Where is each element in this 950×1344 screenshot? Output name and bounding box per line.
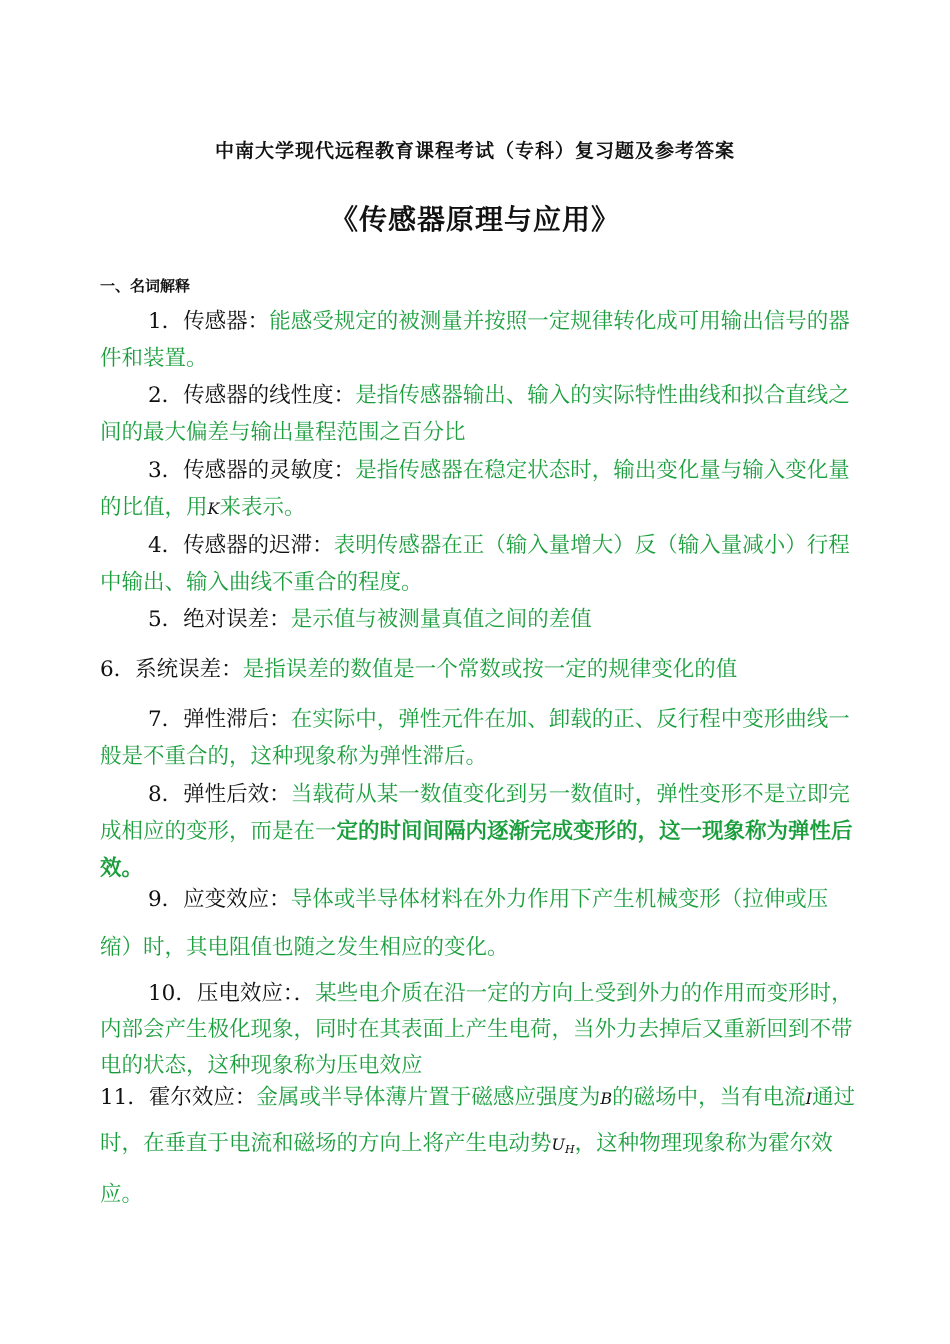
entry-7: 7．弹性滞后：在实际中，弹性元件在加、卸载的正、反行程中变形曲线一般是不重合的，这种现象称为弹性滞后。 <box>100 707 850 769</box>
entry-11: 11．霍尔效应：金属或半导体薄片置于磁感应强度为B的磁场中，当有电流I通过时，在垂直于电流和磁场的方向上将产生电动势$U_H$，这种物理现象称为霍尔效应。 <box>100 1085 855 1207</box>
entry-3: 3．传感器的灵敏度：是指传感器在稳定状态时，输出变化量与输入变化量的比值，用K来表示。 <box>100 458 850 520</box>
section-heading: 一、名词解释 <box>100 277 191 295</box>
entry-1: 1．传感器：能感受规定的被测量并按照一定规律转化成可用输出信号的器件和装置。 <box>100 309 850 371</box>
document-header: 中南大学现代远程教育课程考试（专科）复习题及参考答案 <box>214 140 735 162</box>
entry-5: 5．绝对误差：是示值与被测量真值之间的差值 <box>148 607 592 632</box>
entry-2: 2．传感器的线性度：是指传感器输出、输入的实际特性曲线和拟合直线之间的最大偏差与输出量程范围之百分比 <box>100 383 850 445</box>
entry-4: 4．传感器的迟滞：表明传感器在正（输入量增大）反（输入量减小）行程中输出、输入曲线不重合的程度。 <box>100 533 850 595</box>
entry-9: 9．应变效应：导体或半导体材料在外力作用下产生机械变形（拉伸或压缩）时，其电阻值也随之发生相应的变化。 <box>100 887 829 960</box>
document-title: 《传感器原理与应用》 <box>329 203 620 236</box>
entry-6: 6．系统误差：是指误差的数值是一个常数或按一定的规律变化的值 <box>100 657 738 682</box>
entry-10: 10．压电效应：．某些电介质在沿一定的方向上受到外力的作用而变形时，内部会产生极化现象，同时在其表面上产生电荷，当外力去掉后又重新回到不带电的状态，这种现象称为压电效应 <box>100 981 853 1078</box>
entry-8: 8．弹性后效：当载荷从某一数值变化到另一数值时，弹性变形不是立即完成相应的变形，而是在一定的时间间隔内逐渐完成变形的，这一现象称为弹性后效。 <box>100 782 853 881</box>
